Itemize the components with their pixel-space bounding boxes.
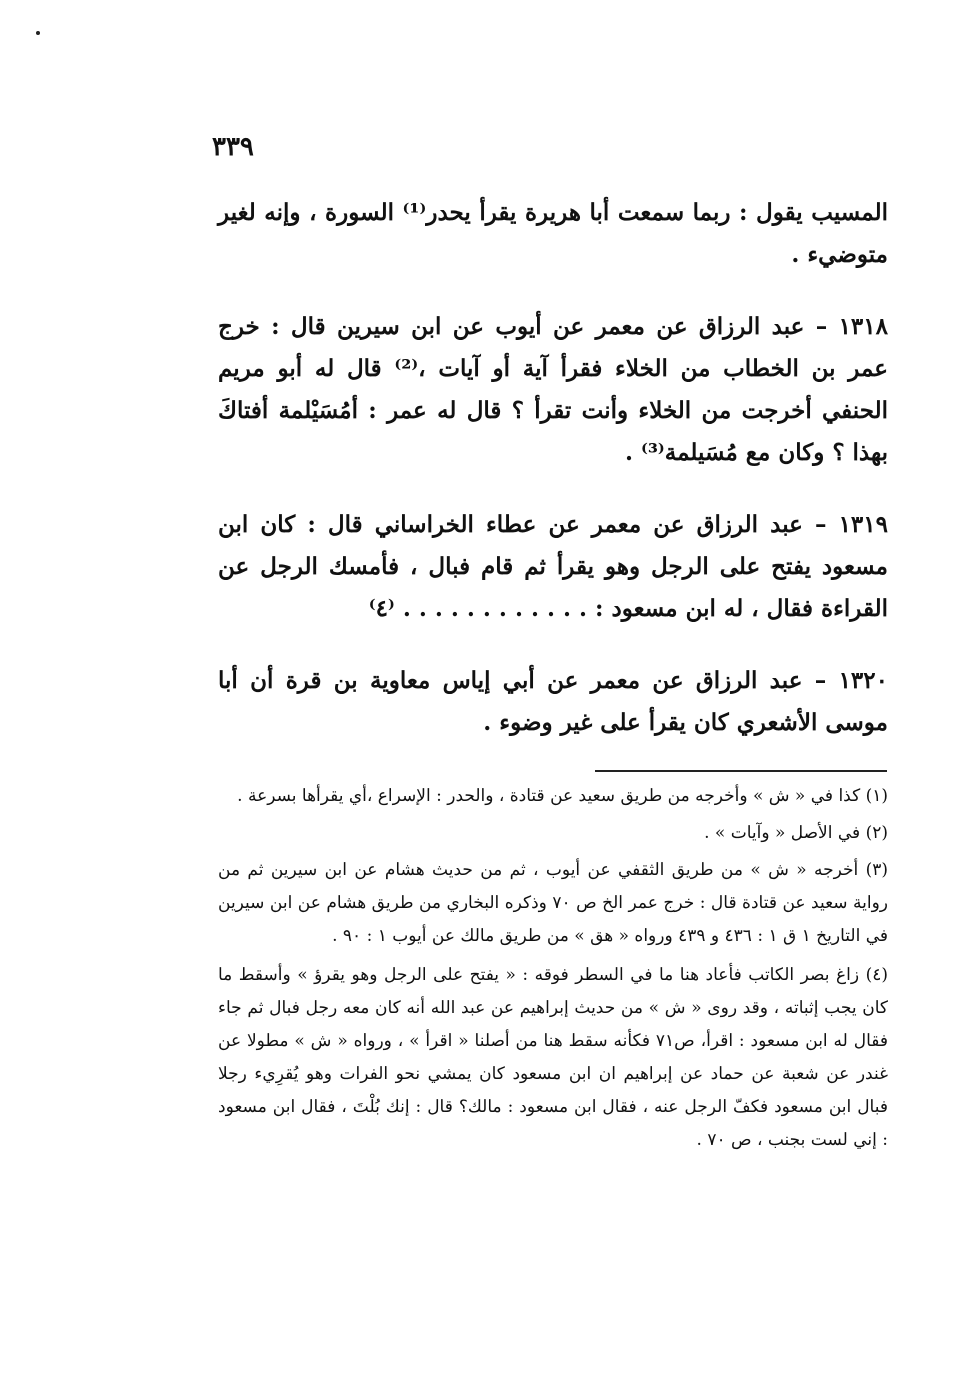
paragraph-continuation: المسيب يقول : ربما سمعت أبا هريرة يقرأ يحدر⁽¹⁾ السورة ، وإنه لغير متوضيء . — [218, 199, 888, 268]
footnote-4: (٤) زاغ بصر الكاتب فأعاد هنا ما في السطر فوقه : « يفتح على الرجل وهو يقرؤ » وأسقط ما كان يجب إثباته ، وقد روى « ش » من حديث إبراهيم عن عبد الله أنه كان معه رجل فبال ثم جاء فقال له ابن مسعود : اقرأ، ص٧١ فكأنه سقط هنا من أصلنا « اقرأ » ، ورواه « ش » مطولا عن غندر عن شعبة عن حماد عن إبراهيم ان ابن مسعود كان يمشي نحو الفرات وهو يُقرِيء رجلا فبال ابن مسعود فكفّ الرجل عنه ، فقال ابن مسعود : مالك؟ قال : إنك بُلْتَ ، فقال ابن مسعود : إني لست بجنب ، ص ٧٠ . — [218, 965, 888, 1150]
hadith-1318: ١٣١٨ – عبد الرزاق عن معمر عن أيوب عن ابن سيرين قال : خرج عمر بن الخطاب من الخلاء فقرأ آية أو آيات ،⁽²⁾ قال له أبو مريم الحنفي أخرجت من الخلاء وأنت تقرأ ؟ قال له عمر : أمُسَيْلمة أفتاكَ بهذا ؟ وكان مع مُسَيلمة⁽³⁾ . — [218, 313, 889, 466]
main-text — [218, 192, 888, 774]
scan-speck — [36, 31, 40, 35]
footnote-1: (١) كذا في « ش » وأخرجه من طريق سعيد عن قتادة ، والحدر : الإسراع ،أي يقرأها بسرعة . — [237, 786, 888, 806]
hadith-1319: ١٣١٩ – عبد الرزاق عن معمر عن عطاء الخراساني قال : كان ابن مسعود يفتح على الرجل وهو يقرأ ثم قام فبال ، فأمسك الرجل عن القراءة فقال ، له ابن مسعود : . . . . . . . . . . . . ⁽٤⁾ — [218, 511, 888, 622]
footnote-2: (٢) في الأصل « وآيات » . — [704, 823, 888, 843]
footnote-3: (٣) أخرجه « ش » من طريق الثقفي عن أيوب ، ثم من حديث هشام عن ابن سيرين ثم من رواية سعيد عن قتادة قال : خرج عمر الخ ص ٧٠ وذكره البخاري من طريق هشام عن ابن سيرين في التاريخ ١ ق ١ : ٤٣٦ و ٤٣٩ ورواه « هق » من طريق مالك عن أيوب ١ : ٩٠ . — [218, 860, 888, 946]
footnotes — [218, 780, 888, 1161]
page-number: ٣٣٩ — [212, 132, 254, 162]
hadith-1320: ١٣٢٠ – عبد الرزاق عن معمر عن أبي إياس معاوية بن قرة أن أبا موسى الأشعري كان يقرأ على غير وضوء . — [218, 667, 888, 736]
footnote-separator — [595, 770, 887, 772]
